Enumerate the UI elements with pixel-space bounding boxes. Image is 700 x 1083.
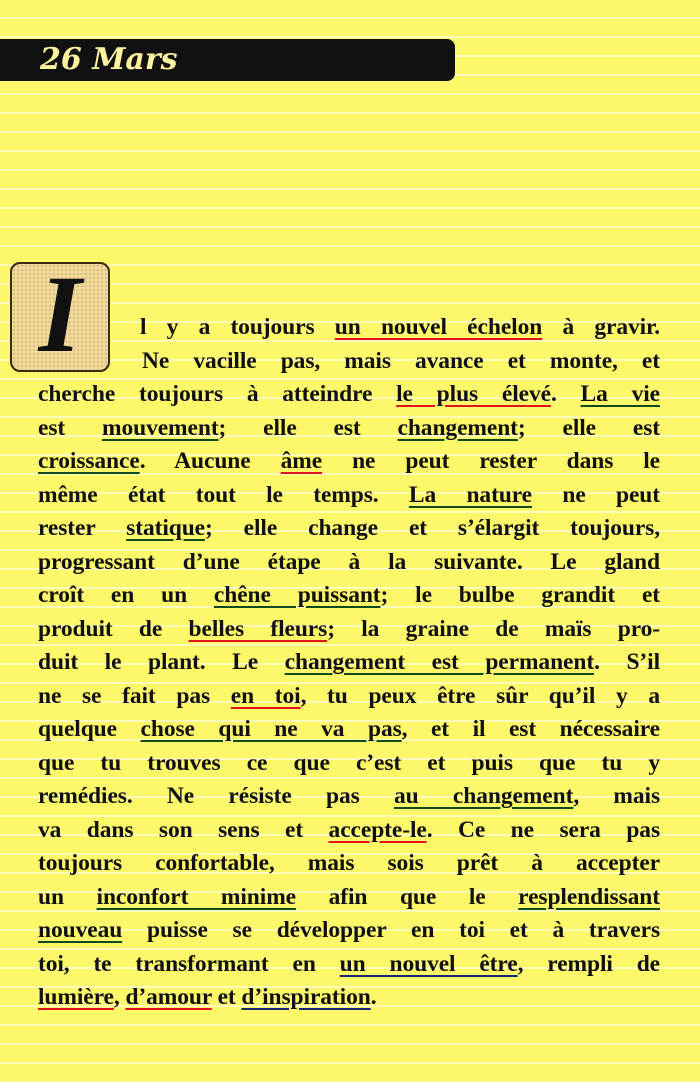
text-line	[38, 748, 660, 778]
text-segment: . Ce ne sera pas	[426, 816, 660, 843]
text-segment: afin que le	[296, 883, 519, 910]
text-segment: , et il est nécessaire	[401, 716, 660, 742]
date-title: 26 Mars	[40, 42, 178, 77]
text-segment: , rempli de	[517, 950, 660, 977]
text-segment: même état tout le temps.	[38, 481, 409, 508]
underlined-phrase: au changement	[393, 783, 574, 809]
text-segment: .	[550, 381, 581, 407]
text-segment: puisse se développer en toi et à travers	[122, 917, 660, 943]
text-line	[140, 312, 660, 342]
underlined-phrase: mouvement	[101, 414, 219, 441]
text-line	[38, 513, 660, 543]
text-segment: produit de	[38, 615, 189, 642]
text-line	[142, 346, 660, 376]
text-segment: ne peut rester dans le	[322, 448, 660, 474]
text-line	[38, 982, 376, 1012]
text-line	[38, 781, 660, 811]
text-line	[38, 379, 660, 409]
dropcap-box	[10, 253, 110, 375]
underlined-phrase: d’amour	[125, 984, 212, 1010]
text-line	[38, 848, 660, 878]
text-line	[38, 480, 660, 510]
dropcap-letter: I	[38, 253, 82, 375]
underlined-phrase: en toi	[230, 682, 301, 709]
text-segment: ; elle change et s’élargit toujours,	[205, 515, 660, 541]
text-line	[38, 413, 660, 443]
text-segment: ; la graine de maïs pro-	[327, 615, 660, 642]
text-line	[38, 647, 660, 677]
text-segment: . Aucune	[139, 448, 281, 474]
text-segment: un	[38, 883, 97, 910]
underlined-phrase: inconfort minime	[96, 883, 297, 910]
underlined-phrase: statique	[126, 515, 206, 541]
underlined-phrase: belles fleurs	[188, 615, 328, 642]
underlined-phrase: La nature	[408, 481, 533, 508]
text-segment: toujours confortable, mais sois prêt à accepter	[38, 850, 660, 876]
text-segment: .	[370, 984, 377, 1010]
text-segment: ; le bulbe grandit et	[380, 582, 660, 608]
text-segment: remédies. Ne résiste pas	[38, 783, 394, 809]
text-segment: duit le plant. Le	[38, 649, 285, 675]
text-segment: et	[211, 984, 242, 1010]
underlined-phrase: chêne puissant	[213, 582, 381, 608]
text-segment: rester	[38, 515, 127, 541]
text-segment: va dans son sens et	[38, 816, 329, 843]
date-header-bar	[0, 39, 455, 81]
underlined-phrase: le plus élevé	[396, 381, 551, 407]
underlined-phrase: nouveau	[38, 917, 123, 943]
underlined-phrase: resplendissant	[518, 883, 660, 910]
text-segment: ; elle est	[218, 414, 398, 441]
text-segment: . S’il	[594, 649, 660, 675]
underlined-phrase: La vie	[580, 381, 660, 407]
text-segment: quelque	[38, 716, 141, 742]
text-segment: ,	[113, 984, 126, 1010]
underlined-phrase: un nouvel échelon	[334, 314, 543, 340]
underlined-phrase: âme	[280, 448, 323, 474]
underlined-phrase: changement	[397, 414, 518, 441]
text-line	[38, 949, 660, 979]
text-line	[38, 446, 660, 476]
text-segment: à gravir.	[542, 314, 660, 340]
text-line	[38, 882, 660, 912]
text-segment: cherche toujours à atteindre	[38, 381, 397, 407]
text-segment: toi, te transformant en	[38, 950, 340, 977]
text-segment: Ne vacille pas, mais avance et monte, et	[142, 347, 660, 374]
text-segment: l y a toujours	[140, 314, 335, 340]
text-segment: croît en un	[38, 582, 214, 608]
text-segment: ne se fait pas	[38, 682, 231, 709]
text-segment: progressant d’une étape à la suivante. Le gland	[38, 548, 660, 575]
text-line	[38, 580, 660, 610]
text-segment: , mais	[573, 783, 661, 809]
underlined-phrase: croissance	[38, 448, 140, 474]
underlined-phrase: d’inspiration	[241, 984, 371, 1010]
underlined-phrase: un nouvel être	[339, 950, 518, 977]
underlined-phrase: changement est permanent	[284, 649, 595, 675]
text-segment: , tu peux être sûr qu’il y a	[300, 682, 660, 709]
underlined-phrase: accepte-le	[328, 816, 427, 843]
underlined-phrase: chose qui ne va pas	[140, 716, 402, 742]
text-segment: est	[38, 414, 102, 441]
text-line	[38, 815, 660, 845]
text-segment: ne peut	[532, 481, 660, 508]
text-line	[38, 614, 660, 644]
text-line	[38, 714, 660, 744]
underlined-phrase: lumière	[38, 984, 114, 1010]
text-line	[38, 915, 660, 945]
text-line	[38, 547, 660, 577]
text-segment: que tu trouves ce que c’est et puis que tu y	[38, 749, 660, 776]
text-line	[38, 681, 660, 711]
text-segment: ; elle est	[517, 414, 660, 441]
